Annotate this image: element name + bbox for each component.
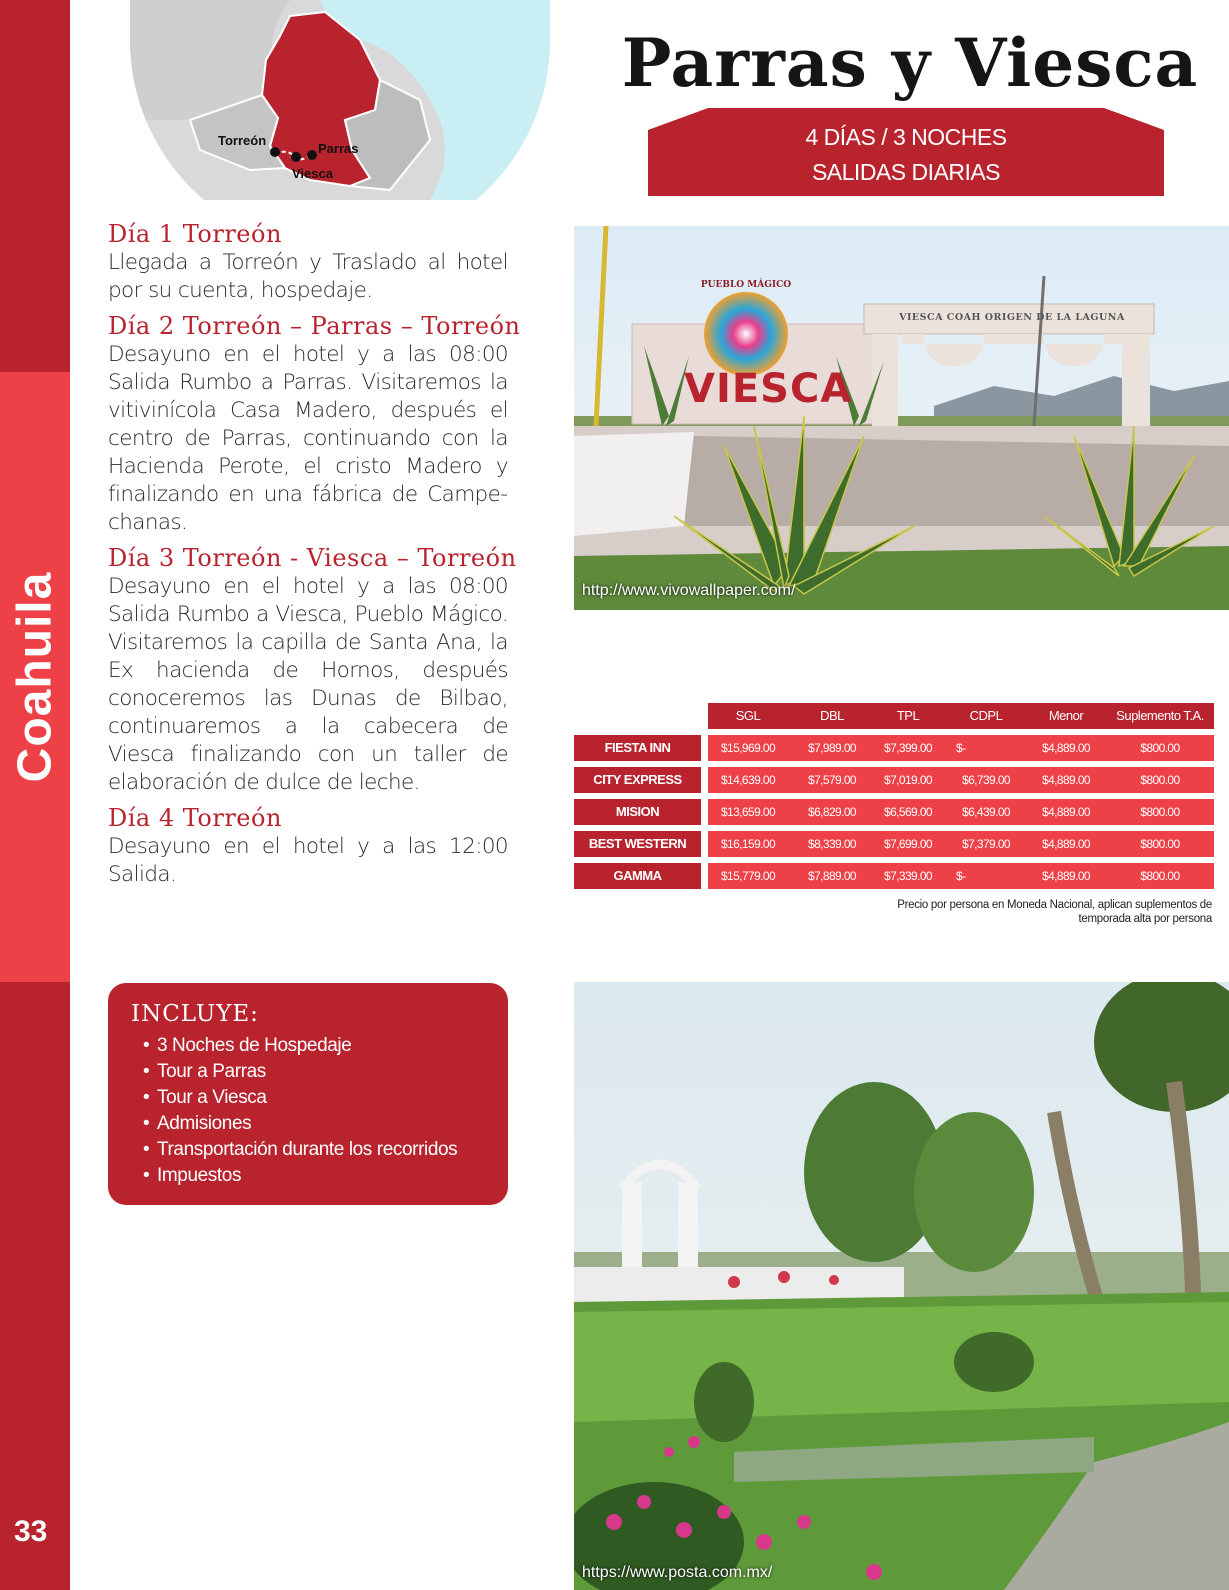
price-note-line: temporada alta por persona <box>1078 913 1212 925</box>
duration-ribbon <box>648 108 1164 196</box>
price-cell: $6,569.00 <box>884 805 932 819</box>
price-cell: $4,889.00 <box>1042 741 1090 755</box>
price-cells <box>708 831 1214 857</box>
price-cell: $4,889.00 <box>1042 773 1090 787</box>
includes-list <box>143 1033 457 1189</box>
include-item: Tour a Parras <box>157 1061 266 1082</box>
price-cells <box>708 863 1214 889</box>
price-cell: $800.00 <box>1140 869 1180 883</box>
price-note-line: Precio por persona en Moneda Nacional, aplican suplementos de <box>897 899 1212 911</box>
page-number: 33 <box>14 1515 48 1548</box>
day-title: Día 4 Torreón <box>108 804 282 832</box>
table-row <box>574 831 1214 857</box>
table-row <box>574 735 1214 761</box>
price-cells <box>708 767 1214 793</box>
itinerary-day <box>108 219 508 305</box>
price-cell: $800.00 <box>1140 837 1180 851</box>
list-item: • Transportación durante los recorridos <box>143 1139 458 1160</box>
price-cell: $6,439.00 <box>962 805 1010 819</box>
price-cell: $4,889.00 <box>1042 869 1090 883</box>
photo1-credit: http://www.vivowallpaper.com/ <box>582 582 796 599</box>
price-cell: $6,739.00 <box>962 773 1010 787</box>
list-item: • 3 Noches de Hospedaje <box>143 1035 352 1056</box>
column-header: SGL <box>735 708 761 723</box>
viesca-sign-photo <box>574 226 1229 610</box>
include-item: 3 Noches de Hospedaje <box>157 1035 352 1056</box>
hotel-name: CITY EXPRESS <box>574 767 701 793</box>
day-description: Desayuno en el hotel y a las 12:00 Salida. <box>108 834 508 887</box>
column-header: DBL <box>820 708 844 723</box>
column-header: TPL <box>896 708 920 723</box>
duration-text: 4 DÍAS / 3 NOCHES <box>805 124 1007 150</box>
photo1-arch-text: VIESCA COAH ORIGEN DE LA LAGUNA <box>899 312 1125 323</box>
page-title: Parras y Viesca <box>621 24 1199 102</box>
day-title: Día 1 Torreón <box>108 220 282 248</box>
price-cell: $7,889.00 <box>808 869 856 883</box>
side-band-bottom <box>0 982 70 1590</box>
column-header: CDPL <box>969 708 1003 723</box>
itinerary-day <box>108 311 521 537</box>
itinerary <box>108 219 521 895</box>
garden-photo <box>574 982 1229 1590</box>
itinerary-day <box>108 543 517 797</box>
column-header: Suplemento T.A. <box>1116 708 1204 723</box>
price-cell: $14,639.00 <box>720 773 776 787</box>
include-item: Admisiones <box>157 1113 252 1134</box>
list-item: • Admisiones <box>143 1113 252 1134</box>
list-item: • Tour a Parras <box>143 1061 266 1082</box>
day-description: Desayuno en el hotel y a las 08:00 Salida Rumbo a Parras. Visitaremos la vitivinícola Casa Madero, después el centro de Parras, continuando con la Hacienda Perote, el cristo Madero y finalizando en una fábrica de Campechanas. <box>108 342 508 535</box>
column-header: Menor <box>1048 708 1084 723</box>
include-item: Transportación durante los recorridos <box>157 1139 458 1160</box>
price-cell: $15,969.00 <box>720 741 776 755</box>
day-description: Desayuno en el hotel y a las 08:00 Salida Rumbo a Viesca, Pueblo Mágico. Visitaremos la capilla de Santa Ana, la Ex hacienda de Hornos, después conoceremos las Dunas de Bilbao, continuaremos a la cabecera de Viesca finalizando con un taller de elaboración de dulce de leche. <box>108 574 508 795</box>
price-cell: $7,989.00 <box>808 741 856 755</box>
price-cell: $6,829.00 <box>808 805 856 819</box>
list-item: • Tour a Viesca <box>143 1087 267 1108</box>
price-cell: $7,579.00 <box>808 773 856 787</box>
route-map <box>130 0 550 200</box>
includes-title: INCLUYE: <box>131 1001 259 1027</box>
hotel-name: BEST WESTERN <box>574 831 701 857</box>
price-cell: $4,889.00 <box>1042 805 1090 819</box>
price-cell: $800.00 <box>1140 741 1180 755</box>
price-note <box>820 898 1212 926</box>
price-cell: $8,339.00 <box>808 837 856 851</box>
hotel-name: FIESTA INN <box>574 735 701 761</box>
table-row <box>574 767 1214 793</box>
price-cell: $7,699.00 <box>884 837 932 851</box>
photo2-credit: https://www.posta.com.mx/ <box>582 1564 773 1581</box>
price-cells <box>708 799 1214 825</box>
region-label: Coahuila <box>8 571 62 783</box>
price-cell: $7,019.00 <box>884 773 932 787</box>
include-item: Impuestos <box>157 1165 242 1186</box>
price-cell: $- <box>956 869 966 883</box>
price-cell: $7,399.00 <box>884 741 932 755</box>
table-row <box>574 863 1214 889</box>
day-title: Día 3 Torreón - Viesca – Torreón <box>108 544 517 572</box>
hotel-name: GAMMA <box>574 863 701 889</box>
price-table-header <box>708 703 1214 729</box>
price-cells <box>708 735 1214 761</box>
price-cell: $- <box>956 741 966 755</box>
price-cell: $4,889.00 <box>1042 837 1090 851</box>
photo1-sign-text: VIESCA <box>684 366 853 412</box>
departures-text: SALIDAS DIARIAS <box>811 159 1001 185</box>
price-cell: $7,379.00 <box>962 837 1010 851</box>
price-cell: $800.00 <box>1140 773 1180 787</box>
day-title: Día 2 Torreón – Parras – Torreón <box>108 312 521 340</box>
price-cell: $16,159.00 <box>720 837 776 851</box>
includes-box <box>108 983 508 1205</box>
price-cell: $15,779.00 <box>720 869 776 883</box>
side-band-top <box>0 0 70 372</box>
map-label-viesca: Viesca <box>292 166 333 181</box>
day-description: Llegada a Torreón y Traslado al hotel por su cuenta, hospedaje. <box>108 250 508 303</box>
table-row <box>574 799 1214 825</box>
itinerary-day <box>108 803 508 889</box>
hotel-name: MISION <box>574 799 701 825</box>
price-cell: $800.00 <box>1140 805 1180 819</box>
price-cell: $13,659.00 <box>720 805 776 819</box>
include-item: Tour a Viesca <box>157 1087 267 1108</box>
photo1-arc-text: PUEBLO MÁGICO <box>700 280 792 290</box>
map-label-parras: Parras <box>318 141 359 156</box>
price-cell: $7,339.00 <box>884 869 932 883</box>
map-label-torreon: Torreón <box>218 133 267 148</box>
list-item: • Impuestos <box>143 1165 242 1186</box>
